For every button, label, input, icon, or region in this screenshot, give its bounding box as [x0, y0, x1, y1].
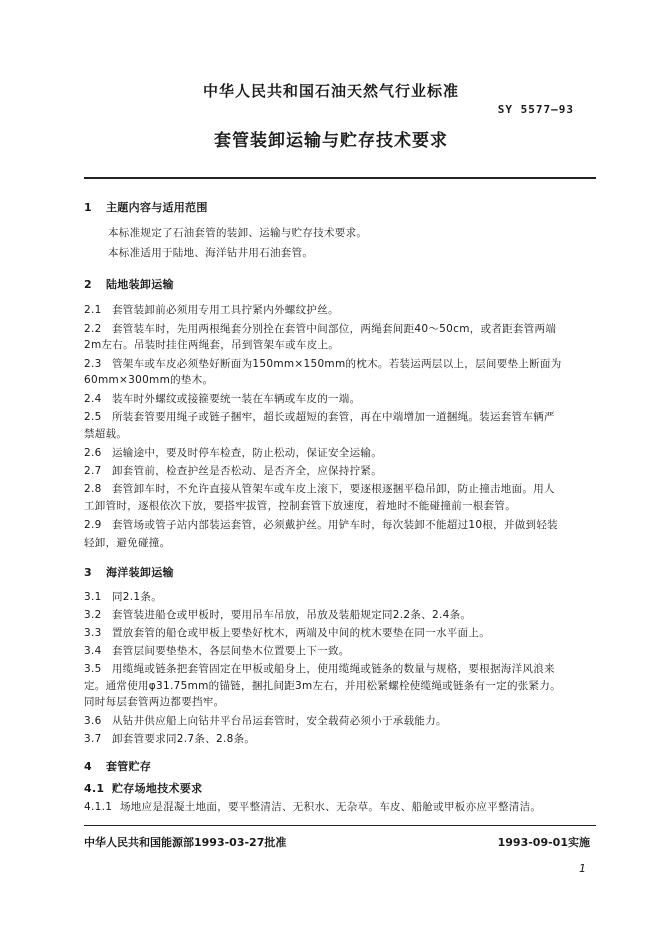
clause-2-4: 2.4 装车时外螺纹或接箍要统一装在车辆或车皮的一端。: [84, 393, 361, 405]
section-1-heading: 1 主题内容与适用范围: [84, 201, 208, 214]
clause-2-9-cont: 轻卸，避免碰撞。: [84, 537, 171, 549]
header-rule: [84, 177, 596, 179]
clause-3-4: 3.4 套管层间要垫垫木，各层间垫木位置要上下一致。: [84, 645, 350, 657]
clause-3-5-cont-1: 定。通常使用φ31.75mm的锚链，捆扎间距3m左右，并用松紧螺栓使缆绳或链条有一定的张紧力。: [84, 680, 561, 692]
clause-3-6: 3.6 从钻井供应船上向钻井平台吊运套管时，安全载荷必须小于承载能力。: [84, 715, 447, 727]
section-3-heading: 3 海洋装卸运输: [84, 566, 174, 579]
clause-2-5: 2.5 所装套管要用绳子或链子捆牢，超长或超短的套管，再在中端增加一道捆绳。装运套管车辆严: [84, 411, 555, 423]
standard-header: 中华人民共和国石油天然气行业标准: [202, 82, 459, 100]
clause-4-1-1: 4.1.1 场地应是混凝土地面，要平整清洁、无积水、无杂草。车皮、船舱或甲板亦应平整清洁。: [84, 801, 542, 813]
clause-3-5-cont-2: 同时每层套管两边都要挡牢。: [84, 696, 225, 708]
clause-2-3: 2.3 管架车或车皮必须垫好断面为150mm×150mm的枕木。若装运两层以上，层间要垫上断面为: [84, 358, 562, 370]
document-title: 套管装卸运输与贮存技术要求: [214, 131, 448, 151]
clause-3-2: 3.2 套管装进船仓或甲板时，要用吊车吊放，吊放及装船规定同2.2条、2.4条。: [84, 609, 472, 621]
clause-2-3-cont: 60mm×300mm的垫木。: [84, 374, 214, 386]
page-number: 1: [579, 862, 586, 875]
clause-2-8: 2.8 套管卸车时，不允许直接从管架车或车皮上滚下，要逐根逐捆平稳吊卸，防止撞击地面。用人: [84, 483, 555, 495]
clause-2-2: 2.2 套管装车时，先用两根绳套分别拴在套管中间部位，两绳套间距40～50cm，或者距套管两端: [84, 323, 557, 335]
clause-2-2-cont: 2m左右。吊装时挂住两绳套，吊到管架车或车皮上。: [84, 339, 340, 351]
clause-3-5: 3.5 用缆绳或链条把套管固定在甲板或船身上，使用缆绳或链条的数量与规格，要根据海洋风浪来: [84, 663, 555, 675]
clause-3-7: 3.7 卸套管要求同2.7条、2.8条。: [84, 733, 256, 745]
clause-2-5-cont: 禁超载。: [84, 428, 128, 440]
clause-3-1: 3.1 同2.1条。: [84, 591, 162, 603]
section-1-para-1: 本标准规定了石油套管的装卸、运输与贮存技术要求。: [108, 227, 368, 239]
clause-2-8-cont: 工卸管时，逐根依次下放，要搭牢拔管，控制套管下放速度，着地时不能碰撞前一根套管。: [84, 500, 516, 512]
clause-3-3: 3.3 置放套管的船仓或甲板上要垫好枕木，两端及中间的枕木要垫在同一水平面上。: [84, 627, 490, 639]
standard-code: SY 5577—93: [497, 103, 574, 116]
section-1-para-2: 本标准适用于陆地、海洋钻井用石油套管。: [108, 247, 314, 259]
subsection-4-1-heading: 4.1 贮存场地技术要求: [84, 782, 203, 795]
clause-2-9: 2.9 套管场或管子站内部装运套管，必须戴护丝。用铲车时，每次装卸不能超过10根，并做到轻装: [84, 519, 558, 531]
clause-2-7: 2.7 卸套管前，检查护丝是否松动、是否齐全，应保持拧紧。: [84, 465, 382, 477]
clause-2-6: 2.6 运输途中，要及时停车检查，防止松动，保证安全运输。: [84, 447, 382, 459]
approval-line: 中华人民共和国能源部1993-03-27批准: [84, 836, 287, 849]
clause-2-1: 2.1 套管装卸前必须用专用工具拧紧内外螺纹护丝。: [84, 304, 339, 316]
section-2-heading: 2 陆地装卸运输: [84, 278, 174, 291]
footer-rule: [84, 825, 596, 826]
section-4-heading: 4 套管贮存: [84, 760, 152, 773]
effective-date: 1993-09-01实施: [497, 836, 590, 849]
